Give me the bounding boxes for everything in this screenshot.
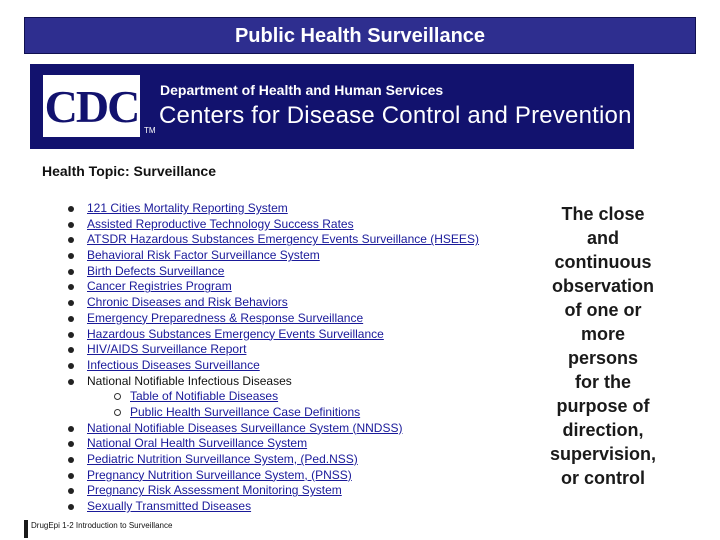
definition-line: purpose of [556,396,650,416]
definition-line: direction, [562,420,644,440]
topic-link[interactable]: Pediatric Nutrition Surveillance System, (Ped.NSS) [87,452,358,466]
bullet-icon [68,426,74,432]
bullet-icon [68,284,74,290]
topic-label: National Notifiable Infectious Diseases [87,373,292,388]
definition-line: and [586,228,619,248]
slide-footer: DrugEpi 1-2 Introduction to Surveillance [31,521,173,530]
bullet-icon [68,363,74,369]
bullet-icon [68,457,74,463]
bullet-icon [68,347,74,353]
cdc-logo[interactable] [40,72,143,140]
topic-link[interactable]: Sexually Transmitted Diseases [87,499,252,514]
agency-name: Centers for Disease Control and Prevention [159,102,632,129]
topic-link[interactable]: Table of Notifiable Diseases [130,389,279,404]
cdc-header-banner [30,64,634,149]
bullet-icon [68,269,74,275]
topic-link[interactable]: Pregnancy Risk Assessment Monitoring System [87,483,342,498]
topic-link[interactable]: Chronic Diseases and Risk Behaviors [87,295,288,310]
bullet-icon [68,332,74,338]
bullet-icon [68,206,74,212]
topic-link[interactable]: HIV/AIDS Surveillance Report [87,342,247,357]
definition-line: or control [561,468,645,488]
topic-link-item[interactable] [24,499,634,515]
surveillance-definition [536,202,670,490]
slide-title: Public Health Surveillance [24,17,696,54]
definition-line: observation [551,276,655,296]
bullet-icon [68,222,74,228]
bullet-icon [68,379,74,385]
topic-link[interactable]: Infectious Diseases Surveillance [87,357,260,372]
topic-link[interactable]: Emergency Preparedness & Response Surveillance [87,310,364,325]
definition-line: supervision, [549,444,657,464]
bullet-icon [68,237,74,243]
bullet-icon [68,504,74,510]
topic-link[interactable]: Cancer Registries Program [87,279,232,294]
bullet-icon [68,441,74,447]
topic-link[interactable]: Public Health Surveillance Case Definitions [130,404,361,419]
bullet-icon [68,253,74,259]
topic-link[interactable]: ATSDR Hazardous Substances Emergency Events Surveillance (HSEES) [87,232,479,247]
topic-link[interactable]: Assisted Reproductive Technology Success Rates [87,216,354,231]
definition-line: of one or [564,300,642,320]
trademark-mark: TM [144,126,156,135]
bullet-icon [68,488,74,494]
definition-line: more [580,324,625,344]
topic-link[interactable]: Pregnancy Nutrition Surveillance System, (PNSS) [87,467,352,482]
definition-line: continuous [554,252,652,272]
topic-link[interactable]: National Oral Health Surveillance System [87,436,308,451]
topic-link[interactable]: Birth Defects Surveillance [87,263,225,278]
hollow-bullet-icon [114,393,121,400]
topic-link[interactable]: National Notifiable Diseases Surveillance System (NNDSS) [87,420,403,435]
hollow-bullet-icon [114,409,121,416]
cdc-logo-text: CDC [44,80,139,132]
bullet-icon [68,300,74,306]
definition-line: The close [561,204,645,224]
bullet-icon [68,316,74,322]
topic-link[interactable]: Behavioral Risk Factor Surveillance System [87,248,320,263]
topic-link[interactable]: 121 Cities Mortality Reporting System [87,201,288,215]
health-topic-heading: Health Topic: Surveillance [42,163,217,179]
department-name: Department of Health and Human Services [160,82,444,98]
topic-link[interactable]: Hazardous Substances Emergency Events Surveillance [87,326,384,341]
bullet-icon [68,473,74,479]
definition-line: persons [567,348,639,368]
definition-line: for the [575,372,631,392]
